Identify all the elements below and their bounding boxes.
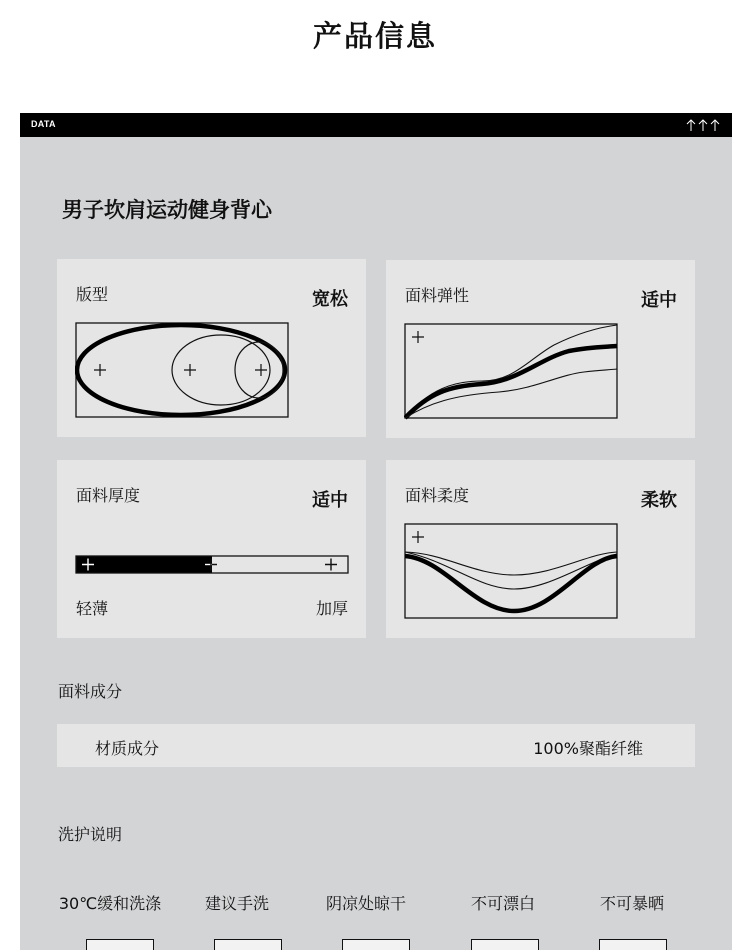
care-item-no-sun: 不可暴晒 [599,894,664,913]
care-item-hand-wash: 建议手洗 [204,894,269,913]
care-item-wash-30: 30℃缓和洗涤 [58,894,162,913]
data-label: DATA [31,119,56,129]
stretch-diagram [404,323,619,421]
material-row [57,724,695,767]
fit-diagram [75,322,290,420]
thickness-scale-bar [75,555,349,575]
fabric-section-title: 面料成分 [58,682,123,701]
page-title: 产品信息 [312,19,437,53]
softness-card [386,460,695,638]
no-sun-icon [599,939,667,950]
fit-card [57,259,366,437]
hand-wash-icon [214,939,282,950]
wash-30-icon [86,939,154,950]
shade-dry-icon [342,939,410,950]
material-value: 100%聚酯纤维 [533,739,643,758]
softness-diagram [404,523,619,621]
stretch-label: 面料弹性 [405,286,470,305]
fit-value: 宽松 [312,289,348,310]
fit-label: 版型 [76,285,109,304]
up-arrows-icon [686,118,720,132]
care-item-shade-dry: 阴凉处晾干 [325,894,406,913]
thickness-label: 面料厚度 [76,486,141,505]
care-item-no-bleach: 不可漂白 [470,894,535,913]
data-header-bar [20,113,732,137]
thickness-max-label: 加厚 [315,599,348,618]
care-section-title: 洗护说明 [58,825,123,844]
product-name: 男子坎肩运动健身背心 [62,198,272,222]
product-info-panel [20,137,732,950]
thickness-min-label: 轻薄 [76,599,109,618]
softness-value: 柔软 [641,490,677,511]
thickness-level-fill [76,556,212,573]
no-bleach-icon [471,939,539,950]
stretch-card [386,260,695,438]
thickness-value: 适中 [312,490,348,511]
softness-label: 面料柔度 [405,486,470,505]
material-label: 材质成分 [95,739,160,758]
stretch-value: 适中 [641,290,677,311]
thickness-card [57,460,366,638]
